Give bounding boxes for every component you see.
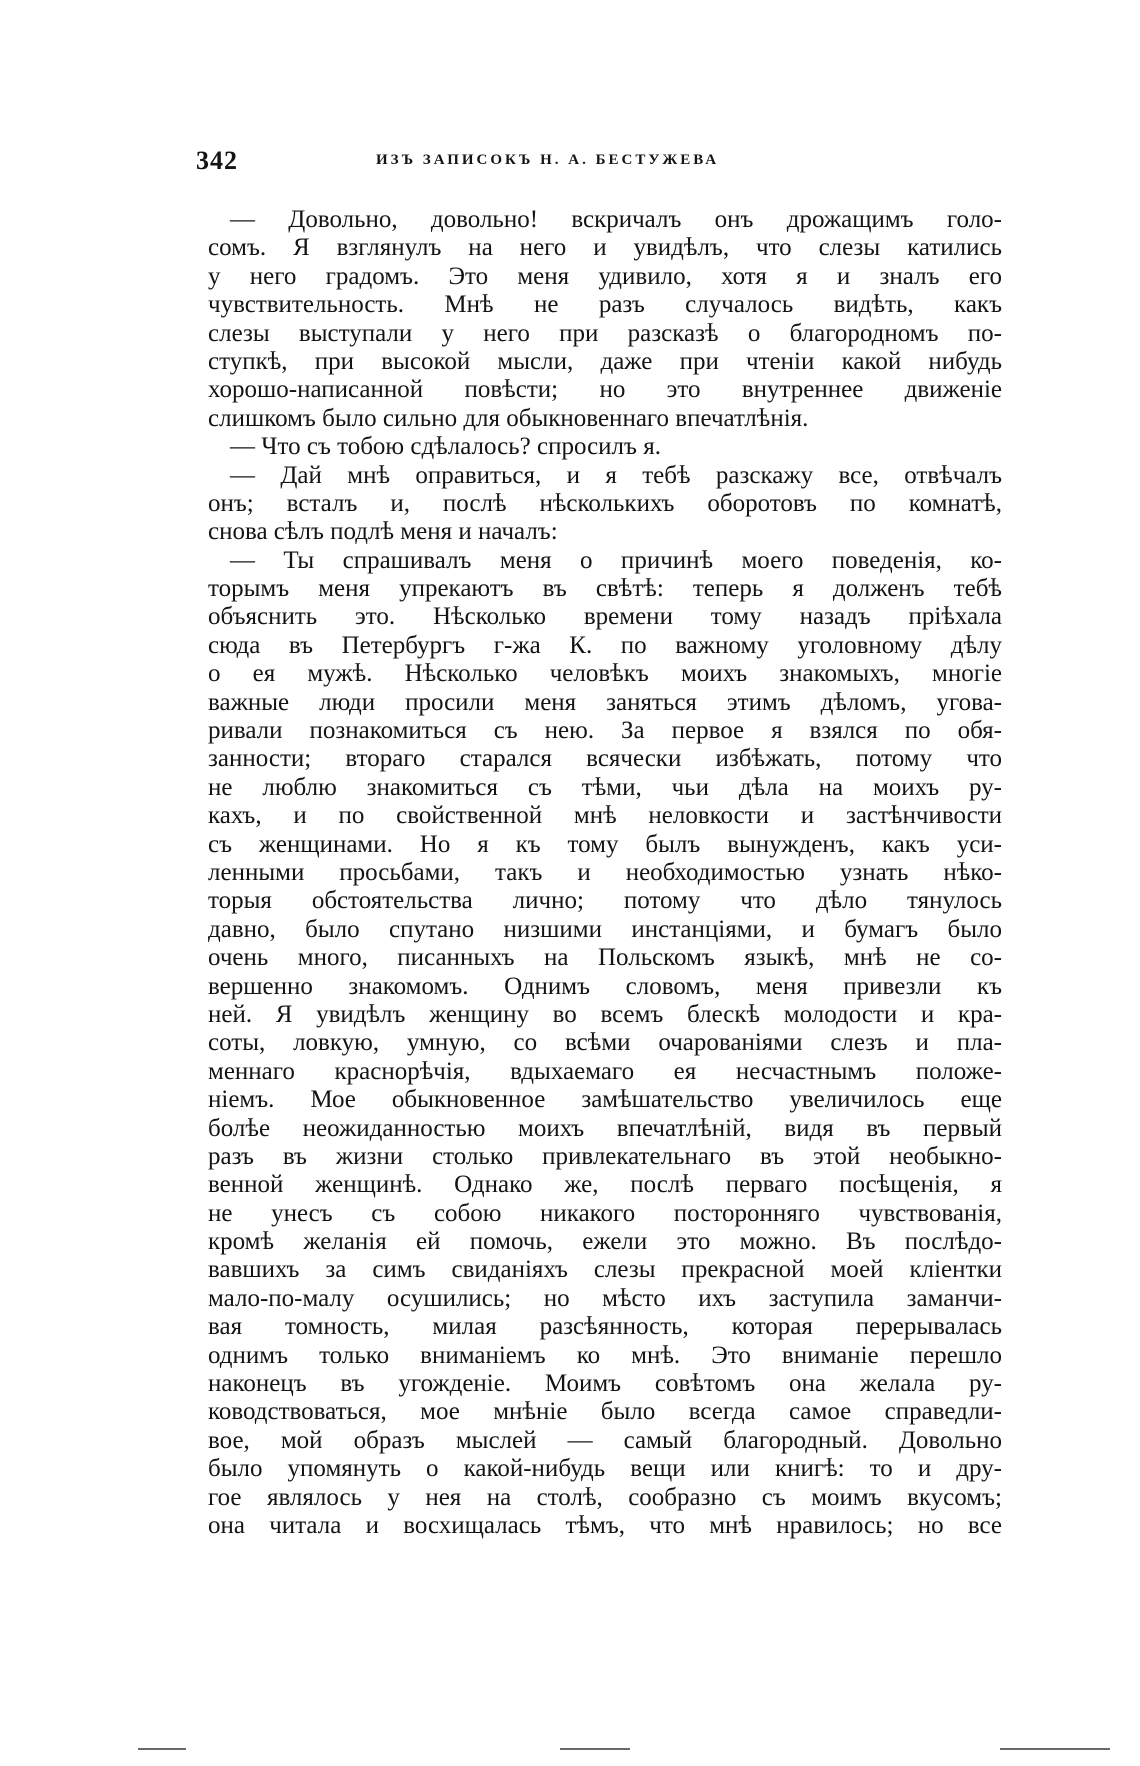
text-line: торыя обстоятельства лично; потому что дѣло тянулось <box>208 887 1002 915</box>
text-line: — Довольно, довольно! вскричалъ онъ дрожащимъ голо- <box>230 206 1002 233</box>
text-line: вая томность, милая разсѣянность, которая перерывалась <box>208 1313 1002 1341</box>
bottom-rule-center <box>560 1748 630 1750</box>
text-line: ководствоваться, мое мнѣніе было всегда самое справедли- <box>208 1398 1002 1426</box>
text-line: гое являлось у нея на столѣ, сообразно съ моимъ вкусомъ; <box>208 1483 1002 1511</box>
text-line: сюда въ Петербургъ г-жа К. по важному уголовному дѣлу <box>208 631 1002 659</box>
text-line: не унесъ съ собою никакого посторонняго чувствованія, <box>208 1199 1002 1227</box>
text-line: съ женщинами. Но я къ тому былъ вынужденъ, какъ уси- <box>208 830 1002 858</box>
text-line: очень много, писанныхъ на Польскомъ языкѣ, мнѣ не со- <box>208 944 1002 972</box>
page-header <box>196 146 996 186</box>
text-line: важные люди просили меня заняться этимъ дѣломъ, угова- <box>208 688 1002 716</box>
text-line: чувствительность. Мнѣ не разъ случалось видѣть, какъ <box>208 291 1002 319</box>
text-line: занности; втораго старался всячески избѣжать, потому что <box>208 745 1002 773</box>
text-line: слезы выступали у него при разсказѣ о благородномъ по- <box>208 319 1002 347</box>
text-line: кахъ, и по свойственной мнѣ неловкости и застѣнчивости <box>208 802 1002 830</box>
text-line: ленными просьбами, такъ и необходимостью узнать нѣко- <box>208 858 1002 886</box>
text-line: разъ въ жизни столько привлекательнаго въ этой необыкно- <box>208 1142 1002 1170</box>
text-line: хорошо-написанной повѣсти; но это внутреннее движеніе <box>208 376 1002 404</box>
text-line: сомъ. Я взглянулъ на него и увидѣлъ, что слезы катились <box>208 234 1002 262</box>
text-line: кромѣ желанія ей помочь, ежели это можно. Въ послѣдо- <box>208 1228 1002 1256</box>
text-line: слишкомъ было сильно для обыкновеннаго впечатлѣнія. <box>208 404 809 432</box>
text-line: ней. Я увидѣлъ женщину во всемъ блескѣ молодости и кра- <box>208 1000 1002 1028</box>
text-line: было упомянуть о какой-нибудь вещи или книгѣ: то и дру- <box>208 1455 1002 1483</box>
text-line: венной женщинѣ. Однако же, послѣ перваго посѣщенія, я <box>208 1171 1002 1199</box>
text-line: вавшихъ за симъ свиданіяхъ слезы прекрасной моей кліентки <box>208 1256 1002 1284</box>
text-line: о ея мужѣ. Нѣсколько человѣкъ моихъ знакомыхъ, многіе <box>208 660 1002 688</box>
text-line: у него градомъ. Это меня удивило, хотя я и зналъ его <box>208 262 1002 290</box>
text-line: объяснить это. Нѣсколько времени тому назадъ пріѣхала <box>208 603 1002 631</box>
text-line: — Что съ тобою сдѣлалось? спросилъ я. <box>230 433 661 461</box>
text-line: — Дай мнѣ оправиться, и я тебѣ разскажу все, отвѣчалъ <box>230 461 1002 489</box>
text-line: ступкѣ, при высокой мысли, даже при чтеніи какой нибудь <box>208 347 1002 375</box>
text-line: она читала и восхищалась тѣмъ, что мнѣ нравилось; но все <box>208 1511 1002 1539</box>
page-number: 342 <box>196 146 238 175</box>
text-line: меннаго краснорѣчія, вдыхаемаго ея несчастнымъ положе- <box>208 1057 1002 1085</box>
text-line: давно, было спутано низшими инстанціями, и бумагъ было <box>208 915 1002 943</box>
text-line: онъ; всталъ и, послѣ нѣсколькихъ оборотовъ по комнатѣ, <box>208 489 1002 517</box>
running-title: ИЗЪ ЗАПИСОКЪ Н. А. БЕСТУЖЕВА <box>376 152 720 168</box>
text-line: — Ты спрашивалъ меня о причинѣ моего поведенія, ко- <box>230 546 1002 574</box>
text-line: торымъ меня упрекаютъ въ свѣтѣ: теперь я долженъ тебѣ <box>208 575 1002 603</box>
text-line: вершенно знакомомъ. Однимъ словомъ, меня привезли къ <box>208 972 1002 1000</box>
bottom-rule-right <box>1000 1748 1110 1750</box>
text-line: не люблю знакомиться съ тѣми, чьи дѣла на моихъ ру- <box>208 773 1002 801</box>
text-line: однимъ только вниманіемъ ко мнѣ. Это вниманіе перешло <box>208 1341 1002 1369</box>
body-text <box>208 206 1002 1540</box>
text-line: болѣе неожиданностью моихъ впечатлѣній, видя въ первый <box>208 1114 1002 1142</box>
text-line: соты, ловкую, умную, со всѣми очарованіями слезъ и пла- <box>208 1029 1002 1057</box>
text-line: ривали познакомиться съ нею. За первое я взялся по обя- <box>208 717 1002 745</box>
text-line: ніемъ. Мое обыкновенное замѣшательство увеличилось еще <box>208 1086 1002 1114</box>
text-line: мало-по-малу осушились; но мѣсто ихъ заступила заманчи- <box>208 1284 1002 1312</box>
text-line: наконецъ въ угожденіе. Моимъ совѣтомъ она желала ру- <box>208 1370 1002 1398</box>
text-line: снова сѣлъ подлѣ меня и началъ: <box>208 518 558 546</box>
bottom-rule-left <box>138 1748 186 1750</box>
text-line: вое, мой образъ мыслей — самый благородный. Довольно <box>208 1426 1002 1454</box>
